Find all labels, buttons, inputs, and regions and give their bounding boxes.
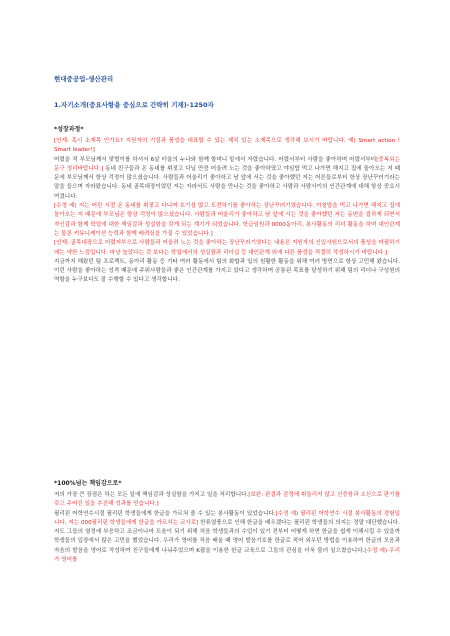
body-paragraph [54,156,400,202]
reviewer-comment: [인재: 혹시 소재목 인가요? 지원자의 기질과 품성을 대표할 수 있는 제치 있는 소제목으로 생각해 보시기 바랍니다. 예) Smart action ! Smart leader!] [54,138,400,154]
document-title: 현대중공업-생산관리 [54,75,114,83]
body-paragraph [54,491,400,510]
reviewer-comment: [보완: 판결과 감정에 휘둘리지 않고 신중함과 소신으로 판기를 갖고 주어진 일을 추진해 성과를 얻습니다.] [54,492,400,508]
body-paragraph: 지금까지 해왔던 팀 프로젝트, 동아리 활동 등 기타 여러 활동에서 팀의 화합과 일의 원활한 활동을 위해 여러 방면으로 항상 고민해 왔습니다. 이런 사람을 좋아하는 성격 때문에 주위사람들과 좋은 인간관계를 가지고 있다고 생각하며 공통된 목표를 달성하기 위해 팀의 리더나 구성원의 역할을 누구보다도 잘 수행할 수 있다고 생각합니다. [54,258,400,284]
section-subtitle: *성장과정* [54,126,84,133]
section-growth [54,124,400,286]
body-text: 저의 가장 큰 장점은 하는 모든 일에 책임감과 성실함을 가지고 일을 처리합니다. [54,492,249,498]
revision-example: [수정 예) 필리핀 어학연수 시절 봉사활동의 경험입니다. 저는 000필리핀 학생들에게 한글을 가르치는 교사로] [54,510,401,526]
revision-example: [수정 예) 우리가 영어를 [54,547,400,564]
body-text: 동네 친구들과 온 동네를 휘젓고 다닐 만큼 어울려 노는 것을 좋아하였고 야심밥 먹고 나가면 해지고 집에 돌아오는 저 때문에 부모님께서 항상 걱정이 많으셨습니다. 사람들과 어울리기 좋아하고 남 앞에 서는 것을 좋아했던 저는 어른들로부터 항상 장난꾸러기라는 말을 들으며 자라왔습니다. 동네 골목대장이었던 저는 자라서도 사람을 만나는 것을 좋아하고 사람과 사람사이의 인간관계에 대해 항상 중요시 여겼니다. [54,165,400,200]
reviewer-comment: [중복되는 문구 정리바랍니다.] [54,156,400,172]
body-text: 한류열풍으로 인해 한글을 배우겠다는 필리핀 학생들의 의지는 정말 대단했습니다. 저도 그들의 열정에 부응하고 조금이나마 도움이 되기 위해 처음 학생들과의 수업이 있기 전부터 어떻게 하면 한글을 쉽게 이해시킬 수 있을까 학생들의 입장에서 많은 고민을 했었습니다. 우리가 영어를 처음 배울 때 영어 발음기호를 한글로 적어 외우던 방법을 이용하여 한글의 모음과 자음의 발음을 영어로 작성하여 친구들에게 나눠주었으며 K팝을 이용한 한글 교육으로 그들의 관심을 더욱 불러 일으켰습니다. [54,519,400,554]
body-text: 어렸을 적 부모님께서 맞벌이를 하셔서 6살 터울의 누나와 함께 할머니 밑에서 자랐습니다. 어렸서부터 사람을 좋아하며 어렸서부터 [54,156,377,163]
section-responsibility [54,478,400,565]
body-text: 필리핀 어학연수시절 필리핀 학생들에게 한글을 가르쳐 줄 수 있는 봉사활동이 있었습니다. [54,510,276,517]
reviewer-comment: [인재: 골목대장으로 어렸저부으로 사람들과 어울려 노는 것을 좋아하는 장난꾸러기였다는 내용은 지원자의 신입사원으로서의 품성을 어필하기에는 약한 느낌입니다. 마냥 놀았다는 것 보다는 학업에서의 성실함과 리더십 등 대인관계 외에 다른 품성을 적절히 작성하시기 바랍니다.] [54,240,400,256]
section-subtitle: *100%넘는 책임감으로* [54,480,122,487]
question-title: 1.자기소개(중요사항을 중심으로 간략히 기재)-1250자 [54,101,214,109]
body-paragraph [54,510,400,566]
revision-example: [수정 예) 저는 어린 시절 온 동네를 휘젓고 다니며 호기심 많고 도전하기를 좋아하는 장난꾸러기였습니다. 아침밥을 먹고 나가면 해지고 집에 돌아오는 저 때문에 부모님은 항상 걱정이 많으셨습니다. 사람들과 어울리기 좋아하고 남 앞에 서는 것을 좋아했던 저는 동변을 접하게 되면서 자신감과 함께 학업에 대한 책임감과 성실함을 갖게 되는 계기가 되었습니다. 학급임원과 0000동아리, 봉사활동의 리더 활동을 하며 대인관계는 물론 커뮤니케이션 능력과 함께 배려심을 가질 수 있었습니다.] [54,203,400,237]
